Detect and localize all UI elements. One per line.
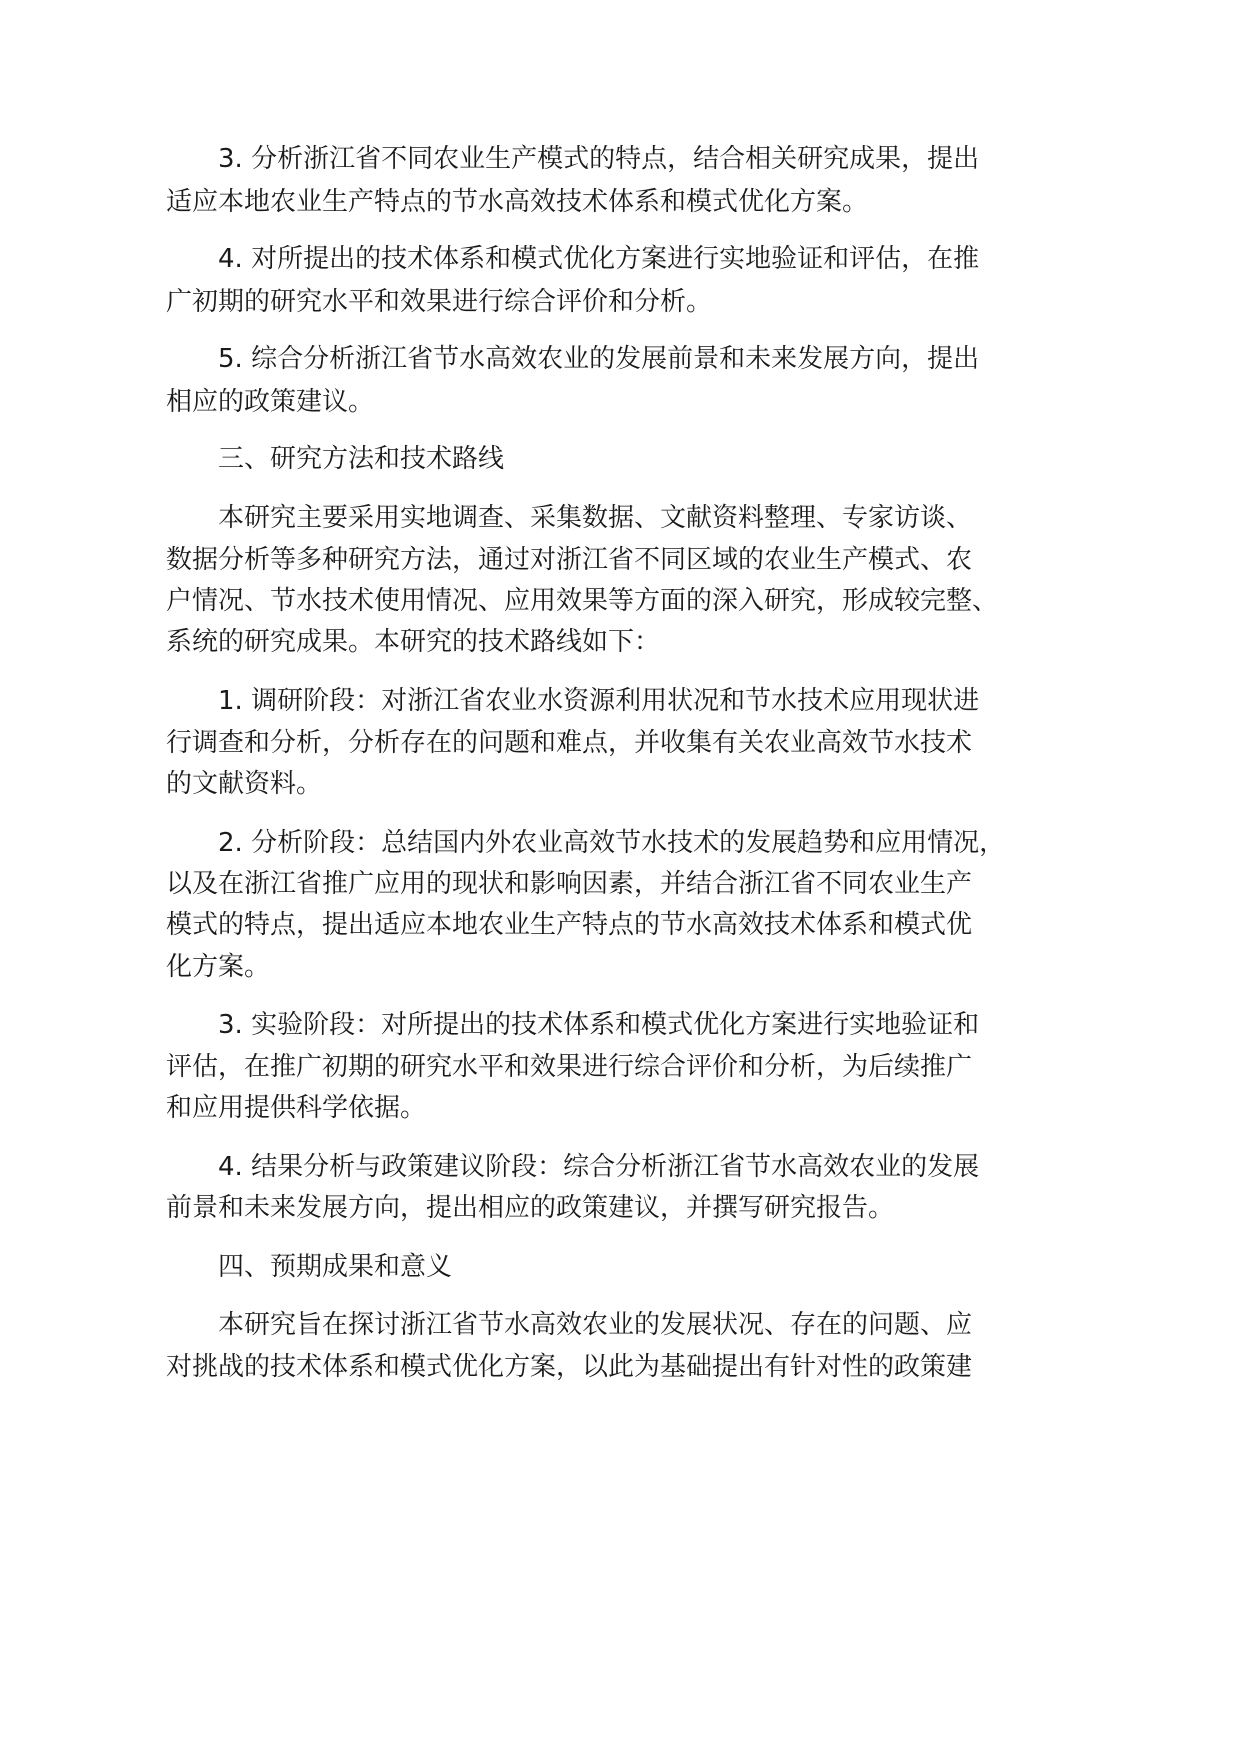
section-heading: 四、预期成果和意义 [218, 1252, 453, 1282]
text-line: 相应的政策建议。 [166, 387, 375, 417]
text-line: 3. 实验阶段：对所提出的技术体系和模式优化方案进行实地验证和 [218, 1010, 980, 1040]
text-line: 4. 对所提出的技术体系和模式优化方案进行实地验证和评估，在推 [218, 244, 980, 274]
text-line: 本研究旨在探讨浙江省节水高效农业的发展状况、存在的问题、应 [218, 1310, 973, 1340]
text-line: 模式的特点，提出适应本地农业生产特点的节水高效技术体系和模式优 [166, 910, 973, 940]
text-line: 适应本地农业生产特点的节水高效技术体系和模式优化方案。 [166, 187, 869, 217]
text-line: 系统的研究成果。本研究的技术路线如下： [166, 627, 661, 657]
text-line: 前景和未来发展方向，提出相应的政策建议，并撰写研究报告。 [166, 1193, 895, 1223]
text-line: 对挑战的技术体系和模式优化方案，以此为基础提出有针对性的政策建 [166, 1352, 973, 1382]
text-line: 广初期的研究水平和效果进行综合评价和分析。 [166, 287, 713, 317]
text-line: 数据分析等多种研究方法，通过对浙江省不同区域的农业生产模式、农 [166, 545, 973, 575]
text-line: 以及在浙江省推广应用的现状和影响因素，并结合浙江省不同农业生产 [166, 869, 973, 899]
text-line: 3. 分析浙江省不同农业生产模式的特点，结合相关研究成果，提出 [218, 144, 980, 174]
text-line: 的文献资料。 [166, 769, 323, 799]
text-line: 5. 综合分析浙江省节水高效农业的发展前景和未来发展方向，提出 [218, 344, 980, 374]
text-line: 行调查和分析，分析存在的问题和难点，并收集有关农业高效节水技术 [166, 728, 973, 758]
section-heading: 三、研究方法和技术路线 [218, 444, 505, 474]
text-line: 2. 分析阶段：总结国内外农业高效节水技术的发展趋势和应用情况， [218, 828, 1006, 858]
text-line: 和应用提供科学依据。 [166, 1093, 427, 1123]
text-line: 4. 结果分析与政策建议阶段：综合分析浙江省节水高效农业的发展 [218, 1152, 980, 1182]
text-line: 化方案。 [166, 952, 271, 982]
text-line: 1. 调研阶段：对浙江省农业水资源利用状况和节水技术应用现状进 [218, 686, 980, 716]
text-line: 评估，在推广初期的研究水平和效果进行综合评价和分析，为后续推广 [166, 1052, 973, 1082]
text-line: 本研究主要采用实地调查、采集数据、文献资料整理、专家访谈、 [218, 503, 973, 533]
text-line: 户情况、节水技术使用情况、应用效果等方面的深入研究，形成较完整、 [166, 586, 999, 616]
